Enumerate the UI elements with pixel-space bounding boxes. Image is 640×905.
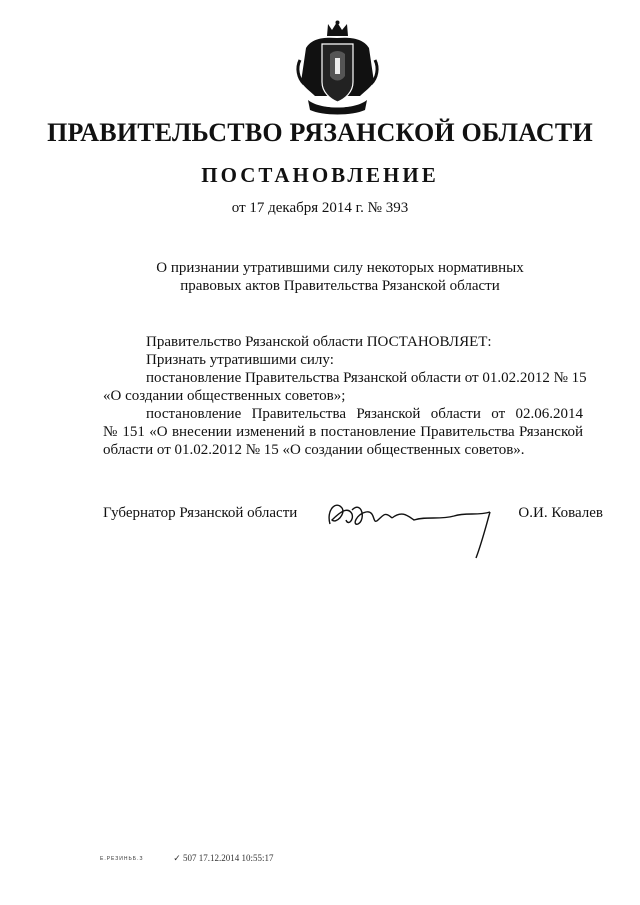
registration-footer [100, 853, 274, 865]
subject-line: правовых актов Правительства Рязанской области [180, 278, 500, 294]
document-type: ПОСТАНОВЛЕНИЕ [201, 163, 439, 187]
document-subject [120, 259, 560, 295]
document-date-number: от 17 декабря 2014 г. № 393 [231, 200, 409, 216]
item-2-line: № 151 «О внесении изменений в постановление Правительства Рязанской [103, 424, 583, 440]
coat-of-arms-icon [290, 20, 385, 120]
document-body [103, 333, 587, 459]
item-2-paragraph [103, 405, 583, 459]
handwritten-signature [322, 490, 502, 565]
subject-line: О признании утратившими силу некоторых нормативных [156, 260, 524, 276]
item-2-line: области от 01.02.2012 № 15 «О создании общественных советов». [103, 442, 525, 458]
item-1-line: постановление Правительства Рязанской области от 01.02.2012 № 15 [146, 370, 587, 386]
item-1-paragraph [103, 369, 587, 405]
item-1-line: «О создании общественных советов»; [103, 388, 346, 404]
signatory-name: О.И. Ковалев [518, 505, 603, 521]
signatory-role: Губернатор Рязанской области [103, 505, 298, 521]
registration-number-mark: ✓ [173, 853, 181, 864]
stamp-mark [100, 853, 165, 865]
item-2-line: постановление Правительства Рязанской области от 02.06.2014 [146, 406, 583, 422]
organization-title: ПРАВИТЕЛЬСТВО РЯЗАНСКОЙ ОБЛАСТИ [47, 118, 593, 147]
stamp-text: Е.РЕЗИНЬБ.З [100, 856, 144, 862]
registration-info [173, 853, 273, 863]
registration-text: 507 17.12.2014 10:55:17 [183, 853, 274, 864]
decree-paragraph: Правительство Рязанской области ПОСТАНОВЛЯЕТ: [146, 334, 492, 350]
recognize-paragraph: Признать утратившими силу: [146, 352, 334, 368]
